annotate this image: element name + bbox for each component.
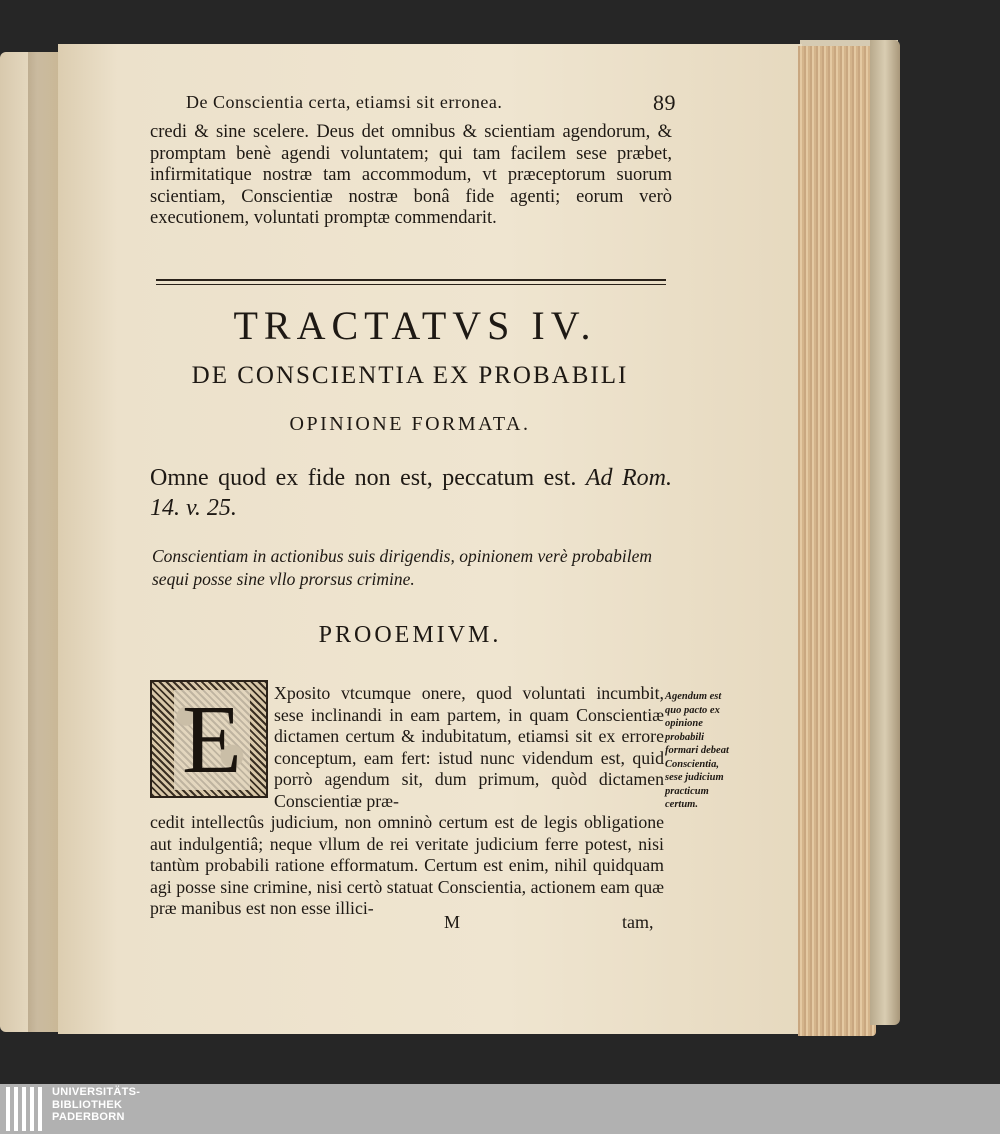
footer-band	[0, 1084, 1000, 1134]
treatise-title: TRACTATVS IV.	[233, 303, 597, 348]
decorated-initial	[150, 680, 268, 798]
library-logo-icon	[6, 1087, 46, 1131]
opening-paragraph: credi & sine scelere. Deus det omnibus & scientiam agendorum, & promptam benè agendi voluntatem; qui tam facilem sese præbet, infirmitatique nostræ tam accommodum, vt præceptorum suorum scientiam, Conscientiæ nostræ bonâ fide agenti; eorum verò executionem, voluntati promptæ commendarit.	[150, 122, 672, 229]
treatise-subtitle: DE CONSCIENTIA EX PROBABILI	[191, 362, 629, 389]
book-cover-edge	[870, 40, 900, 1025]
marginal-note: Agendum est quo pacto ex opinione probabili formari debeat Conscientia, sese judicium practicum certum.	[665, 691, 729, 810]
page-edges	[798, 46, 876, 1036]
section-rule	[156, 279, 666, 281]
thesis-statement: Conscientiam in actionibus suis dirigendis, opinionem verè probabilem sequi posse sine vllo prorsus crimine.	[152, 546, 653, 589]
body-text-beside-initial: Xposito vtcumque onere, quod voluntati incumbit, sese inclinandi in eam partem, in quam Conscientiæ dictamen certum & indubitatum, etiamsi sit ex errore conceptum, eam fert: istud nunc videndum est, quid porrò agendum sit, dum primum, quòd dictamen Conscientiæ præ-	[274, 683, 664, 811]
section-rule-thin	[156, 284, 666, 285]
motto-reference: Ad Rom. 14. v. 25.	[150, 465, 673, 521]
motto	[150, 463, 672, 523]
section-heading: PROOEMIVM.	[318, 622, 502, 648]
treatise-subtitle-line2: OPINIONE FORMATA.	[289, 413, 531, 435]
running-header	[186, 92, 676, 113]
library-name: UNIVERSITÄTS- BIBLIOTHEK PADERBORN	[52, 1086, 141, 1123]
motto-text: Omne quod ex fide non est, peccatum est.	[150, 465, 577, 491]
body-text: cedit intellectûs judicium, non omninò certum est de legis obligatione aut indulgentiâ; neque vllum de rei veritate judicium ferre potest, nisi tantùm probabili ratione efformatum. Certum est enim, nihil quidquam agi posse sine crimine, nisi certò statuat Conscientia, actionem eam quæ præ manibus est non esse illici-	[150, 812, 664, 919]
running-header-text: De Conscientia certa, etiamsi sit erronea.	[186, 92, 503, 112]
initial-letter: E	[174, 690, 250, 790]
signature-mark: M	[444, 912, 461, 932]
page-number: 89	[653, 90, 676, 115]
catchword: tam,	[622, 912, 654, 932]
